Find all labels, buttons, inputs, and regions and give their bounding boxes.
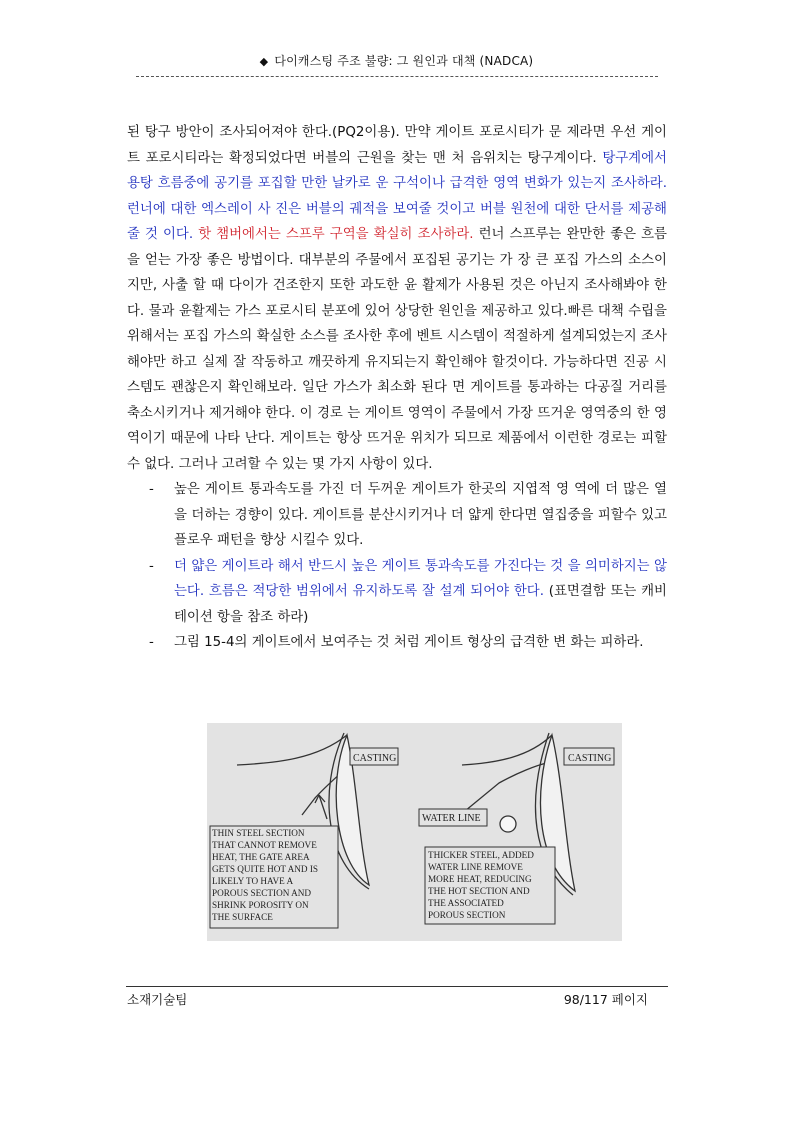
bullet-item xyxy=(127,477,667,554)
header-divider xyxy=(136,76,658,77)
right-caption-line: THICKER STEEL, ADDED xyxy=(428,850,534,860)
page-header xyxy=(0,52,793,69)
dash-marker: - xyxy=(149,482,154,497)
header-title: 다이캐스팅 주조 불량: 그 원인과 대책 (NADCA) xyxy=(274,54,534,68)
page-body xyxy=(127,120,667,656)
water-line-label: WATER LINE xyxy=(422,813,481,824)
right-caption-line: THE ASSOCIATED xyxy=(428,898,504,908)
left-caption-line: LIKELY TO HAVE A xyxy=(212,876,293,886)
left-caption-line: POROUS SECTION AND xyxy=(212,888,312,898)
gate-design-figure xyxy=(207,723,622,941)
bullet-item xyxy=(127,630,667,656)
bullet-list xyxy=(127,477,667,656)
left-caption-line: HEAT, THE GATE AREA xyxy=(212,852,310,862)
right-casting-label: CASTING xyxy=(568,753,612,764)
paragraph-text-continued: 런너 스프루는 완만한 좋은 흐름을 얻는 가장 좋은 방법이다. 대부분의 주물에서 포집된 공기는 가 장 큰 포집 가스의 소스이지만, 사출 할 때 다이가 건조한지 또한 과도한 윤 활제가 사용된 것은 아닌지 조사해봐야 한다. 물과 윤활제는 가스 포로시티 분포에 있어 상당한 원인을 제공하고 있다.빠른 대책 수립을 위해서는 포집 가스의 확실한 소스를 조사한 후에 벤트 시스템이 적절하게 설계되었는지 조사해야만 하고 실제 잘 작동하고 깨끗하게 유지되는지 확인해야 할것이다. 가능하다면 진공 시스템도 괜찮은지 확인해보라. 일단 가스가 최소화 된다 면 게이트를 통과하는 다공질 거리를 축소시키거나 제거해야 한다. 이 경로 는 게이트 영역이 주물에서 가장 뜨거운 영역중의 한 영역이기 때문에 나타 난다. 게이트는 항상 뜨거운 위치가 되므로 제품에서 이런한 경로는 피할수 없다. 그러나 고려할 수 있는 몇 가지 사항이 있다. xyxy=(127,227,667,472)
dash-marker: - xyxy=(149,635,154,650)
left-caption-line: THAT CANNOT REMOVE xyxy=(212,840,317,850)
paragraph-text: 된 탕구 방안이 조사되어져야 한다.(PQ2이용). 만약 게이트 포로시티가 문 제라면 우선 게이트 포로시티라는 확정되었다면 버블의 근원을 찾는 맨 처 음위치는 탕구계이다. xyxy=(127,125,667,166)
bullet-blue-text: 더 얇은 게이트라 해서 반드시 높은 게이트 통과속도를 가진다는 것 을 의미하지는 않는다. 흐름은 적당한 범위에서 유지하도록 잘 설계 되어야 한다. xyxy=(174,558,667,599)
right-caption-line: WATER LINE REMOVE xyxy=(428,862,523,872)
bullet-text: 그림 15-4의 게이트에서 보여주는 것 처럼 게이트 형상의 급격한 변 화는 피하라. xyxy=(174,635,644,650)
right-caption-line: MORE HEAT, REDUCING xyxy=(428,874,532,884)
footer-department: 소재기술팀 xyxy=(127,992,188,1007)
dash-marker: - xyxy=(149,558,154,574)
bullet-item xyxy=(127,554,667,631)
left-caption-line: THIN STEEL SECTION xyxy=(212,828,305,838)
water-line-circle xyxy=(500,816,516,832)
diamond-icon: ◆ xyxy=(259,55,269,68)
gate-diagram xyxy=(207,723,622,941)
footer-page-number: 98/117 페이지 xyxy=(563,992,648,1007)
right-caption-line: POROUS SECTION xyxy=(428,910,506,920)
bullet-text: (표면결함 또는 캐비테이션 항을 참조 하라) xyxy=(174,584,667,625)
footer-divider xyxy=(126,986,668,987)
bullet-text: 높은 게이트 통과속도를 가진 더 두꺼운 게이트가 한곳의 지엽적 영 역에 더 많은 열을 더하는 경향이 있다. 게이트를 분산시키거나 더 얇게 한다면 열집중을 피할수 있고 플로우 패턴을 향상 시킬수 있다. xyxy=(174,482,667,548)
left-casting-label: CASTING xyxy=(353,753,397,764)
left-caption-line: THE SURFACE xyxy=(212,912,273,922)
left-caption-line: SHRINK POROSITY ON xyxy=(212,900,309,910)
body-paragraph xyxy=(127,120,667,477)
right-caption-line: THE HOT SECTION AND xyxy=(428,886,530,896)
highlight-red-text: 핫 챔버에서는 스프루 구역을 확실히 조사하라. xyxy=(198,227,474,242)
highlight-blue-text: 탕구계에서 용탕 흐름중에 공기를 포집할 만한 날카로 운 구석이나 급격한 영역 변화가 있는지 조사하라. 런너에 대한 엑스레이 사 진은 버블의 궤적을 보여줄 것이고 버블 원천에 대한 단서를 제공해줄 것 이다. xyxy=(127,150,667,242)
left-caption-line: GETS QUITE HOT AND IS xyxy=(212,864,318,874)
